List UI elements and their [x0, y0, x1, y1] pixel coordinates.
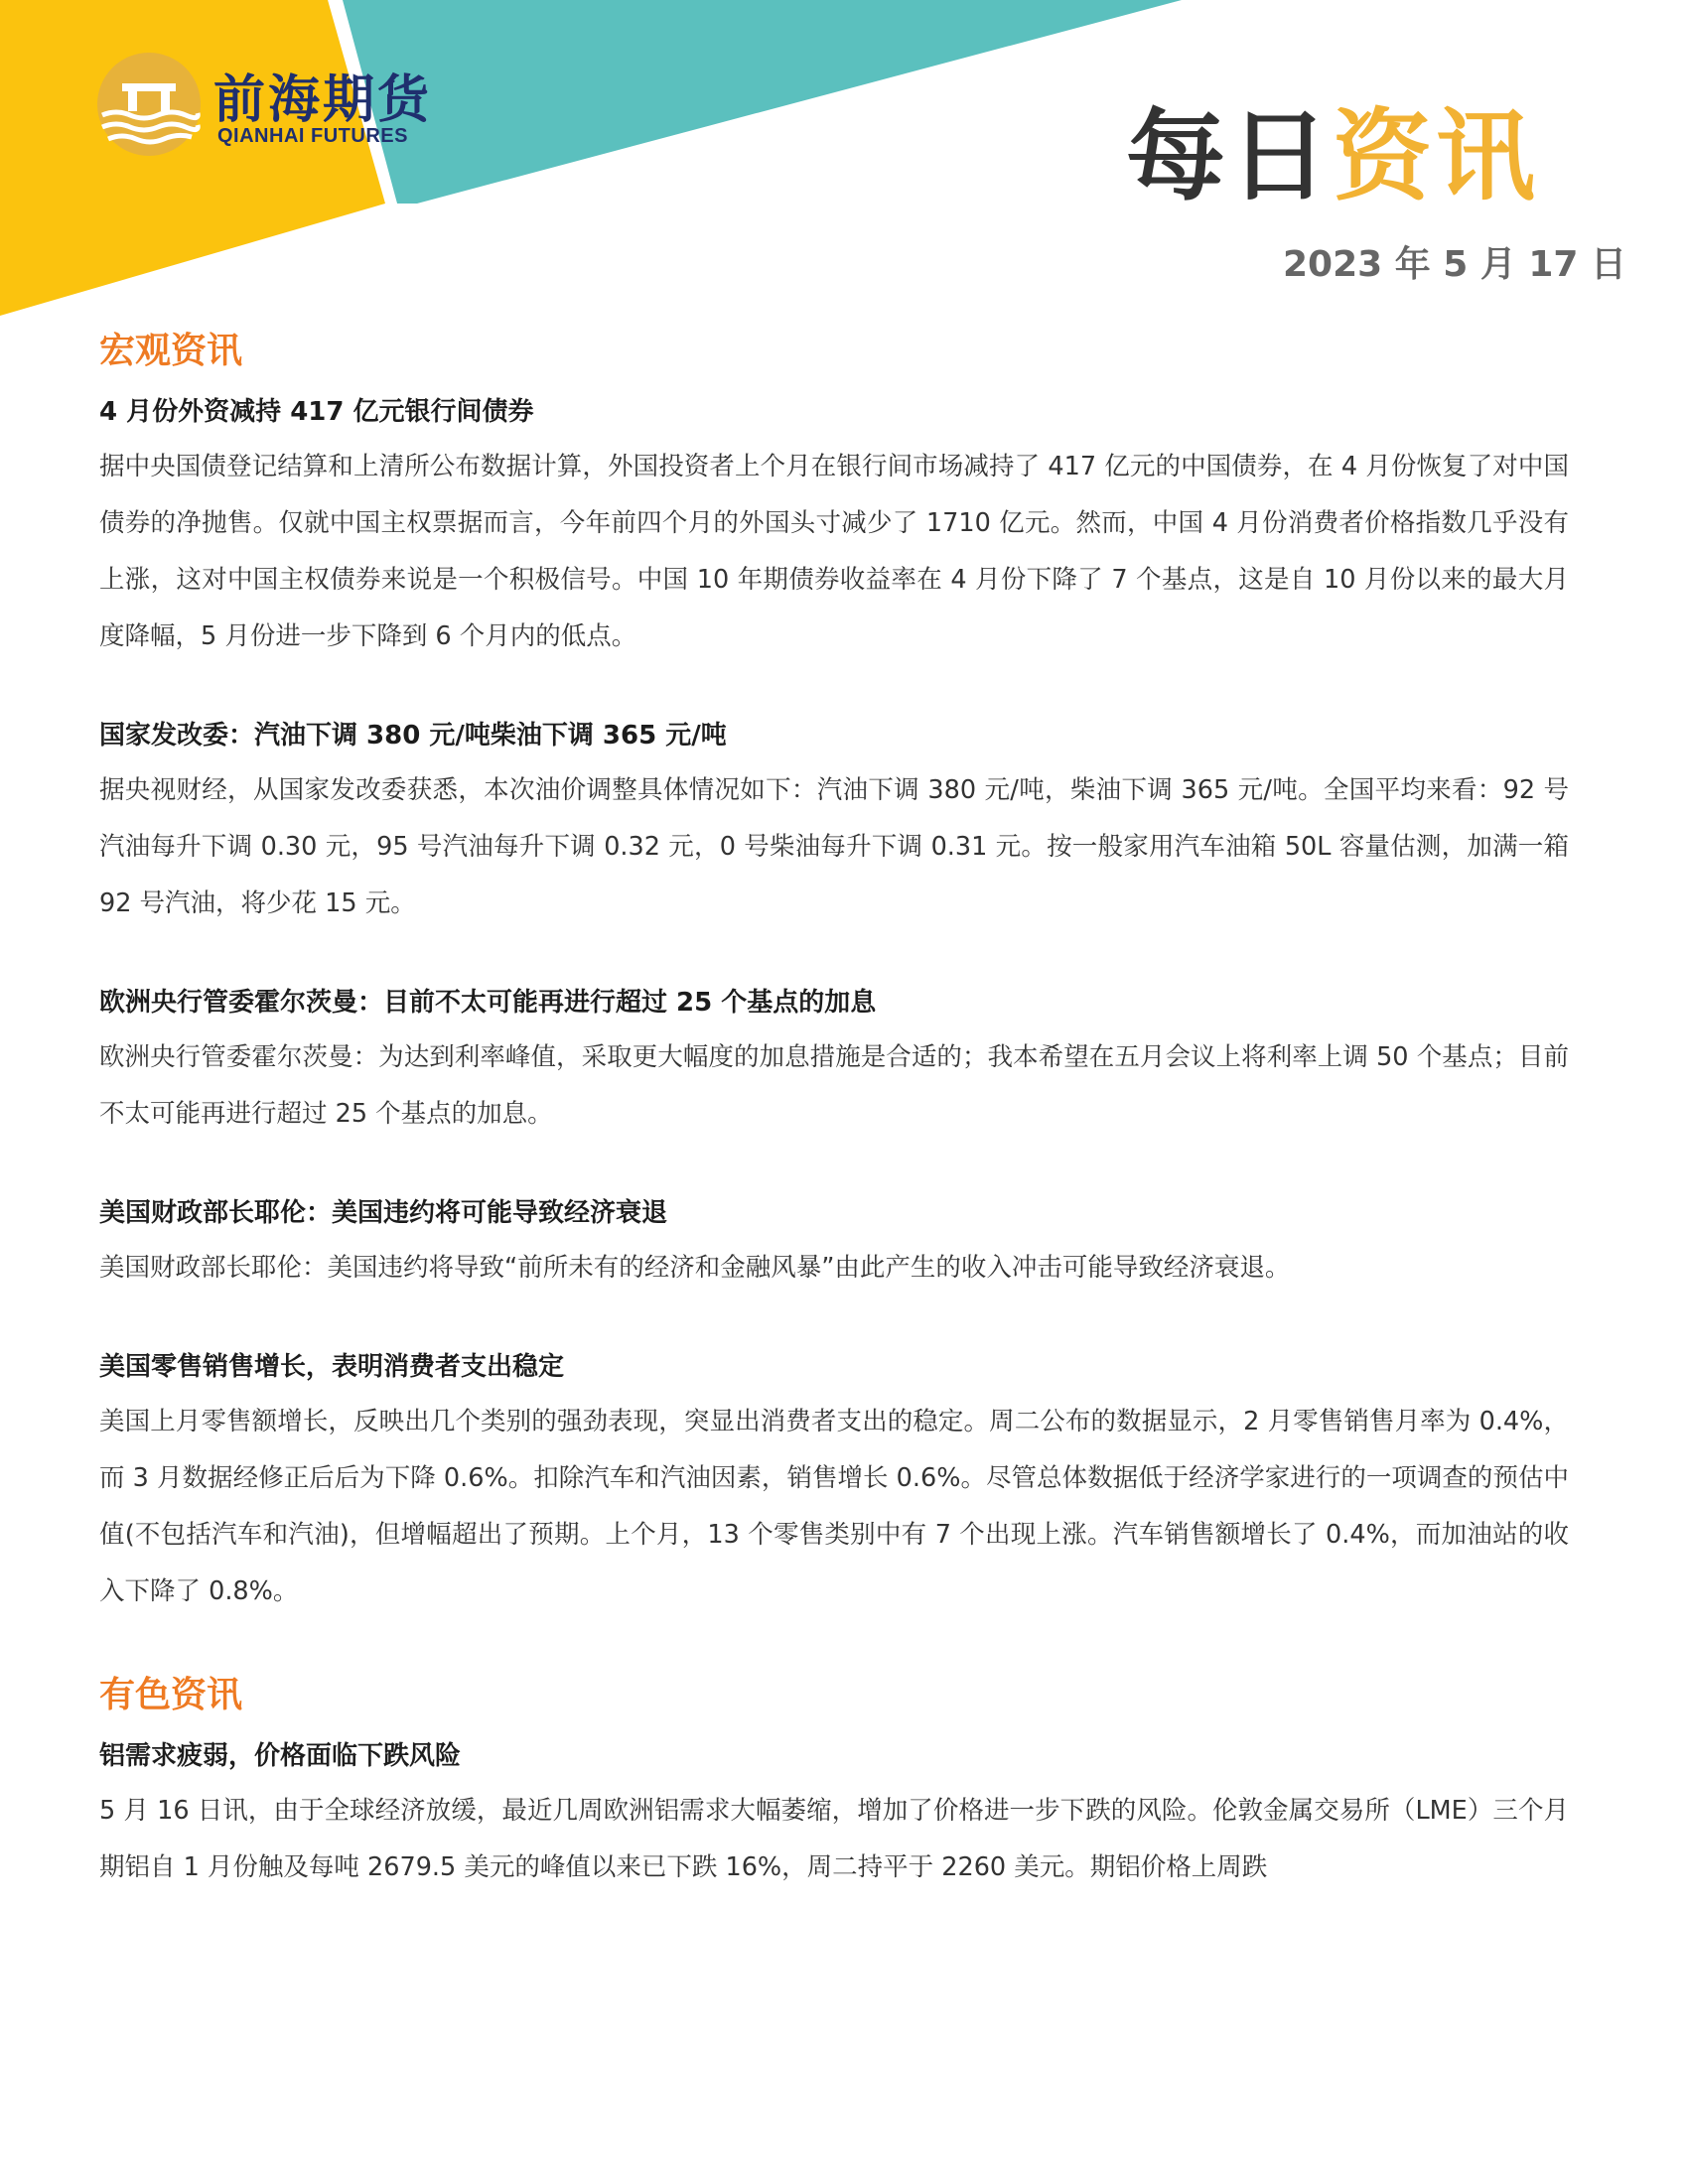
logo-chinese-name: 前海期货 — [213, 69, 433, 130]
banner-teal-band — [328, 0, 1182, 204]
article-body: 据央视财经，从国家发改委获悉，本次油价调整具体情况如下：汽油下调 380 元/吨，柴油下调 365 元/吨。全国平均来看：92 号汽油每升下调 0.30 元，95 号汽油每升下调 0.32 元，0 号柴油每升下调 0.31 元。按一般家用汽车油箱 50L 容量估测，加满一箱 92 号汽油，将少花 15 元。 — [99, 775, 1569, 918]
article-item — [99, 1194, 1569, 1297]
section-macro — [99, 328, 1569, 1620]
page-title-part2: 资讯 — [1333, 98, 1539, 214]
company-logo — [94, 50, 452, 159]
article-body: 据中央国债登记结算和上清所公布数据计算，外国投资者上个月在银行间市场减持了 417 亿元的中国债券，在 4 月份恢复了对中国债券的净抛售。仅就中国主权票据而言，今年前四个月的外国头寸减少了 1710 亿元。然而，中国 4 月份消费者价格指数几乎没有上涨，这对中国主权债券来说是一个积极信号。中国 10 年期债券收益率在 4 月份下降了 7 个基点，这是自 10 月份以来的最大月度降幅，5 月份进一步下降到 6 个月内的低点。 — [99, 452, 1569, 651]
report-date: 2023 年 5 月 17 日 — [1282, 244, 1626, 285]
article-item — [99, 1737, 1569, 1896]
article-title: 美国零售销售增长，表明消费者支出稳定 — [99, 1352, 565, 1382]
article-title: 4 月份外资减持 417 亿元银行间债券 — [99, 397, 534, 427]
article-body: 5 月 16 日讯，由于全球经济放缓，最近几周欧洲铝需求大幅萎缩，增加了价格进一步下跌的风险。伦敦金属交易所（LME）三个月期铝自 1 月份触及每吨 2679.5 美元的峰值以来已下跌 16%，周二持平于 2260 美元。期铝价格上周跌 — [99, 1796, 1569, 1882]
logo-sun-wave-icon — [94, 50, 204, 159]
article-item — [99, 1348, 1569, 1620]
section-title: 宏观资讯 — [99, 331, 243, 371]
logo-english-name: QIANHAI FUTURES — [217, 125, 408, 147]
article-body: 美国上月零售额增长，反映出几个类别的强劲表现，突显出消费者支出的稳定。周二公布的数据显示，2 月零售销售月率为 0.4%，而 3 月数据经修正后后为下降 0.6%。扣除汽车和汽油因素，销售增长 0.6%。尽管总体数据低于经济学家进行的一项调查的预估中值(不包括汽车和汽油)，但增幅超出了预期。上个月，13 个零售类别中有 7 个出现上涨。汽车销售额增长了 0.4%，而加油站的收入下降了 0.8%。 — [99, 1407, 1569, 1606]
article-title: 铝需求疲弱，价格面临下跌风险 — [99, 1741, 462, 1771]
page-title — [1126, 98, 1539, 214]
article-body: 欧洲央行管委霍尔茨曼：为达到利率峰值，采取更大幅度的加息措施是合适的；我本希望在五月会议上将利率上调 50 个基点；目前不太可能再进行超过 25 个基点的加息。 — [99, 1042, 1569, 1129]
page-title-part1: 每日 — [1126, 98, 1333, 214]
article-item — [99, 984, 1569, 1143]
report-content — [99, 328, 1569, 1948]
article-title: 欧洲央行管委霍尔茨曼：目前不太可能再进行超过 25 个基点的加息 — [99, 988, 877, 1018]
article-title: 国家发改委：汽油下调 380 元/吨柴油下调 365 元/吨 — [99, 721, 727, 751]
article-body: 美国财政部长耶伦：美国违约将导致“前所未有的经济和金融风暴”由此产生的收入冲击可能导致经济衰退。 — [99, 1253, 1291, 1283]
article-item — [99, 393, 1569, 665]
section-nonferrous-metals — [99, 1672, 1569, 1896]
article-item — [99, 717, 1569, 932]
section-title: 有色资讯 — [99, 1675, 243, 1715]
article-title: 美国财政部长耶伦：美国违约将可能导致经济衰退 — [99, 1198, 668, 1228]
